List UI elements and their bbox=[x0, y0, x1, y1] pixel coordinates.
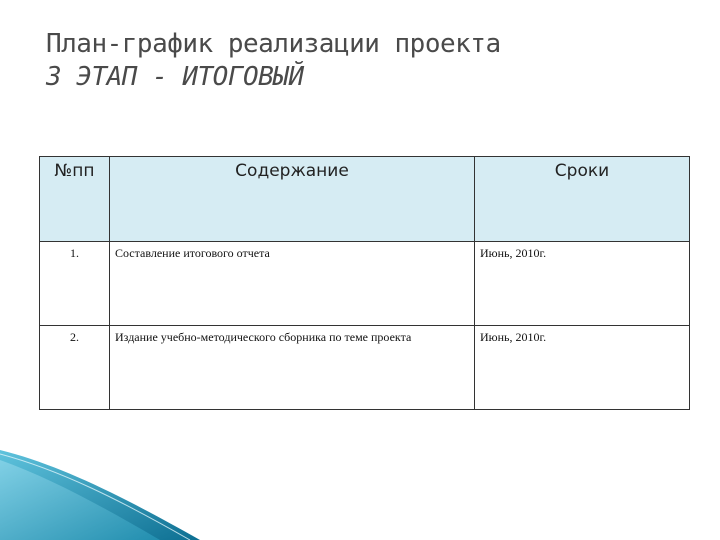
header-number: №пп bbox=[40, 157, 110, 242]
schedule-table bbox=[39, 156, 690, 410]
row-content: Издание учебно-методического сборника по теме проекта bbox=[110, 326, 475, 410]
row-term: Июнь, 2010г. bbox=[475, 326, 690, 410]
header-content: Содержание bbox=[110, 157, 475, 242]
row-number: 1. bbox=[40, 242, 110, 326]
row-content: Составление итогового отчета bbox=[110, 242, 475, 326]
decorative-wave bbox=[0, 440, 200, 540]
row-term: Июнь, 2010г. bbox=[475, 242, 690, 326]
table-row bbox=[40, 326, 690, 410]
slide-title bbox=[46, 28, 501, 94]
title-stage: 3 ЭТАП - ИТОГОВЫЙ bbox=[46, 62, 304, 92]
title-main: План-график реализации проекта bbox=[46, 29, 501, 59]
header-term: Сроки bbox=[475, 157, 690, 242]
row-number: 2. bbox=[40, 326, 110, 410]
table-header-row bbox=[40, 157, 690, 242]
table-row bbox=[40, 242, 690, 326]
